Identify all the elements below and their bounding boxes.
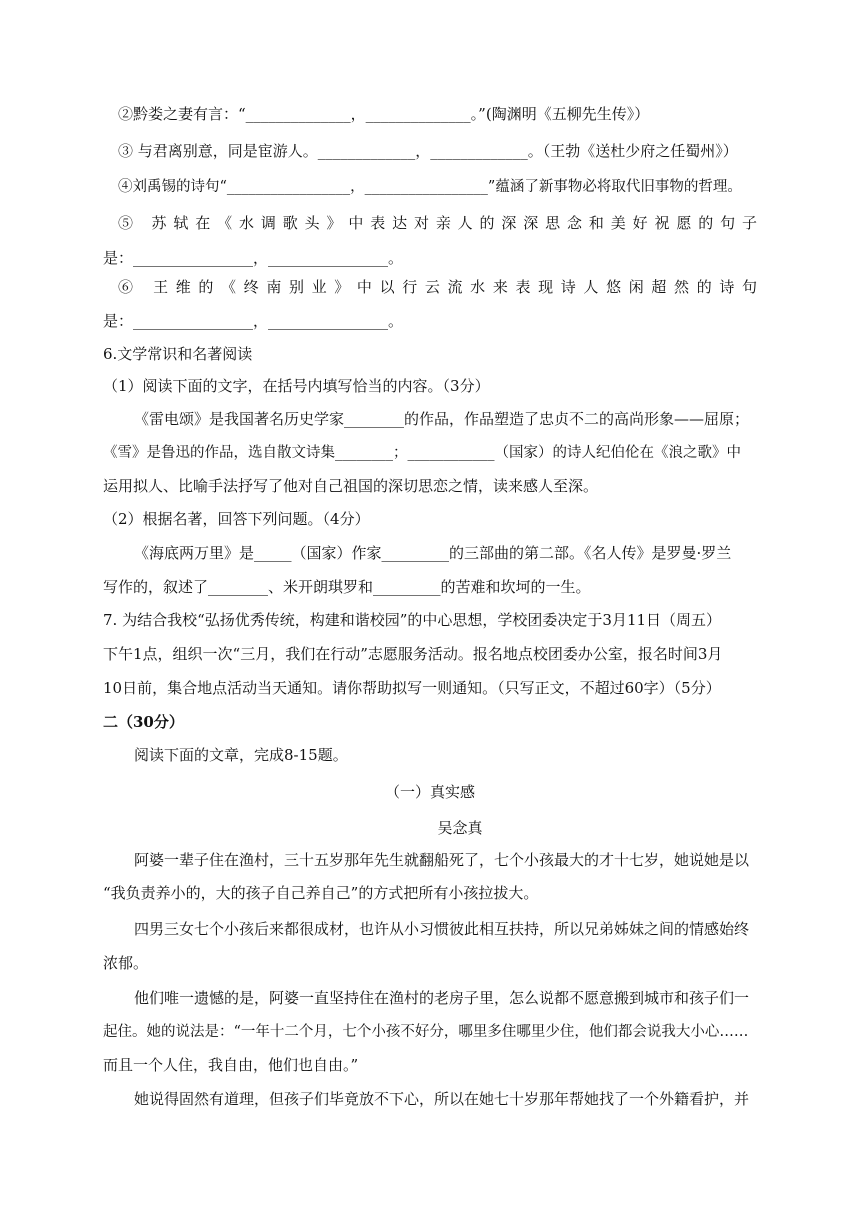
q7-line1: 7. 为结合我校“弘扬优秀传统，构建和谐校园”的中心思想，学校团委决定于3月11日（周五） bbox=[103, 611, 722, 629]
article-p2-line1: 四男三女七个小孩后来都很成材，也许从小习惯彼此相互扶持，所以兄弟姊妹之间的情感始终 bbox=[134, 920, 750, 938]
article-title: （一）真实感 bbox=[384, 783, 475, 801]
q6-part1-line2: 《雪》是鲁迅的作品，选自散文诗集________；____________（国家）的诗人纪伯伦在《浪之歌》中 bbox=[103, 445, 741, 461]
recitation-item-3: ③ 与君离别意，同是宦游人。_____________，_____________。（王勃《送杜少府之任蜀州》） bbox=[118, 142, 738, 160]
q6-part1-line1: 《雷电颂》是我国著名历史学家________的作品，作品塑造了忠贞不二的高尚形象——屈原； bbox=[134, 410, 750, 428]
article-author: 吴念真 bbox=[437, 819, 483, 837]
q7-line3: 10日前，集合地点活动当天通知。请你帮助拟写一则通知。（只写正文，不超过60字）（5分） bbox=[103, 679, 721, 697]
recitation-item-6-line2: 是：________________，________________。 bbox=[103, 312, 404, 330]
section2-instruction: 阅读下面的文章，完成8-15题。 bbox=[134, 746, 348, 764]
q6-part2-line1: 《海底两万里》是_____（国家）作家_________的三部曲的第二部。《名人传》是罗曼·罗兰 bbox=[134, 544, 732, 562]
recitation-item-5-line2: 是：________________，________________。 bbox=[103, 249, 404, 267]
article-p1-line2: “我负责养小的，大的孩子自己养自己”的方式把所有小孩拉拔大。 bbox=[103, 884, 539, 902]
q6-part1-title: （1）阅读下面的文字，在括号内填写恰当的内容。（3分） bbox=[103, 377, 490, 395]
recitation-item-4: ④刘禹锡的诗句“_________________，_________________”蕴涵了新事物必将取代旧事物的哲理。 bbox=[118, 179, 742, 195]
recitation-item-2: ②黔娄之妻有言：“______________，______________。”(陶渊明《五柳先生传》） bbox=[118, 105, 650, 123]
recitation-item-6-line1: ⑥ 王维的《终南别业》中以行云流水来表现诗人悠闲超然的诗句 bbox=[118, 278, 757, 296]
article-p3-line1: 他们唯一遗憾的是，阿婆一直坚持住在渔村的老房子里，怎么说都不愿意搬到城市和孩子们一 bbox=[134, 989, 750, 1007]
recitation-item-5-line1: ⑤ 苏轼在《水调歌头》中表达对亲人的深深思念和美好祝愿的句子 bbox=[118, 214, 757, 232]
article-p1-line1: 阿婆一辈子住在渔村，三十五岁那年先生就翻船死了，七个小孩最大的才十七岁，她说她是以 bbox=[134, 851, 750, 869]
q6-part2-title: （2）根据名著，回答下列问题。（4分） bbox=[103, 510, 370, 528]
section2-heading: 二（30分） bbox=[103, 713, 184, 731]
article-p3-line3: 而且一个人住，我自由，他们也自由。” bbox=[103, 1056, 359, 1074]
q6-heading: 6.文学常识和名著阅读 bbox=[103, 345, 253, 363]
q7-line2: 下午1点，组织一次“三月，我们在行动”志愿服务活动。报名地点校团委办公室，报名时间3月 bbox=[103, 645, 723, 663]
q6-part1-line3: 运用拟人、比喻手法抒写了他对自己祖国的深切思恋之情，读来感人至深。 bbox=[103, 477, 599, 495]
article-p4-line1: 她说得固然有道理，但孩子们毕竟放不下心，所以在她七十岁那年帮她找了一个外籍看护，并 bbox=[134, 1090, 750, 1108]
article-p2-line2: 浓郁。 bbox=[103, 954, 149, 972]
q6-part2-line2: 写作的，叙述了________、米开朗琪罗和_________的苦难和坎坷的一生。 bbox=[103, 578, 591, 596]
article-p3-line2: 起住。她的说法是：“一年十二个月，七个小孩不好分，哪里多住哪里少住，他们都会说我大小心…… bbox=[103, 1024, 749, 1040]
